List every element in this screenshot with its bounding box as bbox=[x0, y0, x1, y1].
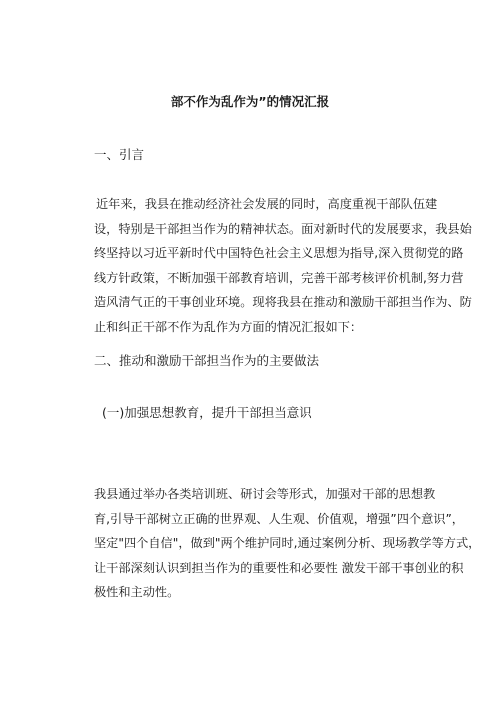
paragraph-line: 终坚持以习近平新时代中国特色社会主义思想为指导,深入贯彻党的路 bbox=[94, 246, 464, 260]
education-paragraph bbox=[94, 482, 481, 605]
section-heading-main-practices: 二、推动和激励干部担当作为的主要做法 bbox=[94, 353, 320, 368]
paragraph-line: 线方针政策，不断加强干部教育培训，完善干部考核评价机制,努力营 bbox=[94, 270, 464, 285]
paragraph-line: 让干部深刻认识到担当作为的重要性和必要性 激发干部干事创业的积 bbox=[94, 560, 464, 575]
paragraph-line: 育,引导干部树立正确的世界观、人生观、价值观，增强”四个意识”， bbox=[94, 511, 464, 526]
paragraph-line: 近年来，我县在推动经济社会发展的同时，高度重视干部队伍建 bbox=[96, 197, 438, 211]
paragraph-line: 我县通过举办各类培训班、研讨会等形式，加强对干部的思想教 bbox=[94, 487, 436, 501]
paragraph-line: 设，特别是干部担当作为的精神状态。面对新时代的发展要求，我县始 bbox=[94, 221, 472, 236]
paragraph-line: 坚定"四个自信"，做到"两个维护同时,通过案例分析、现场教学等方式， bbox=[94, 536, 481, 550]
document-title: 部不作为乱作为”的情况汇报 bbox=[170, 94, 330, 109]
introduction-paragraph bbox=[94, 192, 472, 339]
subsection-heading-education: (一)加强思想教育，提升干部担当意识 bbox=[102, 405, 312, 420]
section-heading-introduction: 一、引言 bbox=[94, 147, 145, 162]
paragraph-line: 极性和主动性。 bbox=[94, 585, 180, 599]
paragraph-line: 造风清气正的干事创业环境。现将我县在推动和激励干部担当作为、防 bbox=[94, 295, 472, 309]
paragraph-line: 止和纠正干部不作为乱作为方面的情况汇报如下： bbox=[94, 319, 363, 334]
